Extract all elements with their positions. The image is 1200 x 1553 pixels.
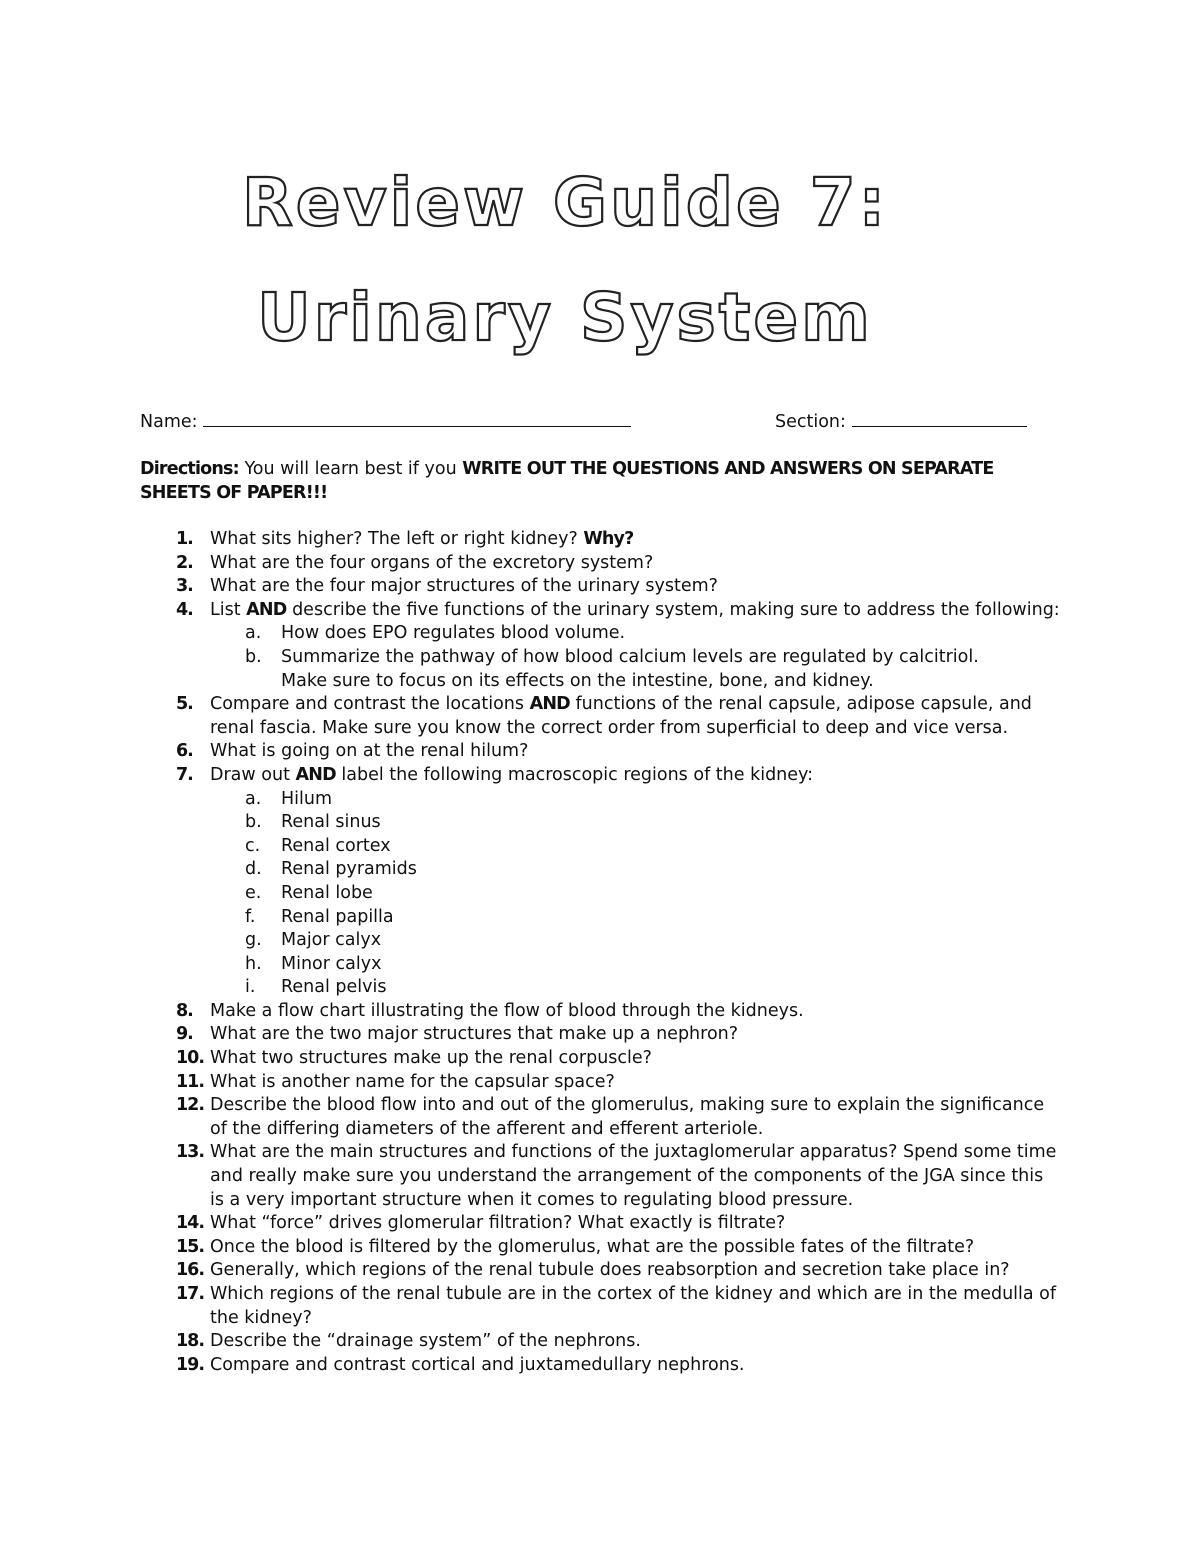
sub-question-letter: h. (245, 953, 262, 974)
sub-question-letter: g. (245, 930, 262, 951)
question-number: 19. (176, 1354, 205, 1375)
question-list (0, 528, 1100, 1377)
question-item (0, 1023, 1060, 1047)
sub-question-item (210, 811, 1021, 835)
sub-question-text: Summarize the pathway of how blood calcium levels are regulated by calcitriol. Make sure to focus on its effects on the intestine, bone, and kidney. (281, 646, 979, 691)
question-item (0, 1094, 1060, 1141)
sub-question-list (210, 788, 1060, 1000)
sub-question-letter: f. (245, 906, 256, 927)
question-text: Describe the blood flow into and out of the glomerulus, making sure to explain the significance of the differing diameters of the afferent and efferent arteriole. (210, 1095, 1045, 1139)
question-emphasis: AND (246, 599, 287, 620)
question-item (0, 1141, 1060, 1212)
question-number: 3. (176, 576, 193, 597)
question-text: What is another name for the capsular space? (210, 1071, 615, 1092)
question-number: 15. (176, 1236, 205, 1257)
sub-question-list (210, 622, 1060, 693)
sub-question-text: Renal cortex (281, 835, 391, 856)
question-item (0, 552, 1060, 576)
sub-question-letter: a. (245, 623, 262, 644)
question-item (0, 693, 1060, 740)
question-text: List (210, 599, 241, 620)
sub-question-letter: e. (245, 882, 262, 903)
section-blank-line[interactable] (852, 408, 1027, 427)
question-item (0, 764, 1060, 1000)
directions-text: You will learn best if you (244, 459, 457, 479)
sub-question-letter: i. (245, 977, 256, 998)
question-item (0, 575, 1060, 599)
question-number: 18. (176, 1331, 205, 1352)
sub-question-item (210, 788, 1021, 812)
sub-question-text: Renal pelvis (281, 977, 387, 998)
question-item (0, 528, 1060, 552)
question-text: Compare and contrast cortical and juxtamedullary nephrons. (210, 1354, 745, 1375)
page-title-line-1: Review Guide 7: (241, 164, 889, 241)
question-emphasis: AND (529, 694, 570, 715)
sub-question-letter: b. (245, 812, 262, 833)
question-number: 8. (176, 1000, 193, 1021)
name-label: Name: (140, 412, 198, 432)
question-text: Generally, which regions of the renal tubule does reabsorption and secretion take place in? (210, 1260, 1010, 1281)
question-text: What are the two major structures that make up a nephron? (210, 1024, 739, 1045)
section-label: Section: (775, 412, 846, 432)
question-number: 16. (176, 1260, 205, 1281)
question-item (0, 1259, 1060, 1283)
question-number: 5. (176, 694, 193, 715)
question-number: 17. (176, 1284, 205, 1304)
sub-question-item (210, 646, 1021, 693)
directions-label: Directions: (140, 459, 239, 479)
sub-question-item (210, 882, 1021, 906)
question-number: 2. (176, 552, 193, 573)
sub-question-item (210, 622, 1021, 646)
question-text: Make a flow chart illustrating the flow of blood through the kidneys. (210, 1000, 804, 1021)
directions-emphasis: WRITE OUT THE QUESTIONS AND ANSWERS ON SEPARATE SHEETS OF PAPER!!! (140, 459, 994, 503)
sub-question-text: Renal pyramids (281, 859, 417, 880)
question-text: Which regions of the renal tubule are in the cortex of the kidney and which are in the medulla of the kidney? (210, 1284, 1057, 1328)
sub-question-item (210, 953, 1021, 977)
question-item (0, 1212, 1060, 1236)
question-text: What are the four organs of the excretory system? (210, 552, 654, 573)
sub-question-item (210, 976, 1021, 1000)
name-blank-line[interactable] (203, 408, 631, 427)
question-text: What are the main structures and functions of the juxtaglomerular apparatus? Spend some time and really make sure you understand the arrangement of the components of the JGA since this is a very important structure when it comes to regulating blood pressure. (210, 1142, 1057, 1210)
question-item (0, 1283, 1060, 1330)
question-text-continued: label the following macroscopic regions of the kidney: (341, 764, 814, 785)
sub-question-text: Renal sinus (281, 812, 381, 833)
question-number: 14. (176, 1213, 205, 1234)
question-number: 4. (176, 599, 193, 620)
question-item (0, 740, 1060, 764)
question-text-continued: functions of the renal capsule, adipose capsule, and renal fascia. Make sure you know the correct order from superficial to deep and vice versa. (210, 694, 1032, 738)
directions (140, 457, 1065, 505)
section-field (775, 408, 1027, 435)
question-item (0, 1330, 1060, 1354)
question-text: What “force” drives glomerular filtration? What exactly is filtrate? (210, 1213, 786, 1234)
question-item (0, 1000, 1060, 1024)
sub-question-item (210, 929, 1021, 953)
sub-question-item (210, 906, 1021, 930)
question-text: Describe the “drainage system” of the nephrons. (210, 1331, 641, 1352)
sub-question-text: Renal lobe (281, 882, 373, 903)
question-number: 1. (176, 529, 193, 549)
question-number: 11. (176, 1071, 205, 1092)
page-title-line-2: Urinary System (257, 279, 873, 356)
question-text: What two structures make up the renal corpuscle? (210, 1048, 652, 1069)
question-text: What are the four major structures of the urinary system? (210, 576, 718, 597)
question-item (0, 1047, 1060, 1071)
question-emphasis: Why? (583, 529, 634, 549)
question-emphasis: AND (295, 764, 336, 785)
question-text: Compare and contrast the locations (210, 694, 525, 715)
sub-question-text: How does EPO regulates blood volume. (281, 623, 626, 644)
sub-question-letter: d. (245, 859, 262, 880)
question-text: Draw out (210, 764, 290, 785)
sub-question-letter: c. (245, 835, 261, 856)
question-number: 13. (176, 1142, 205, 1163)
sub-question-text: Minor calyx (281, 953, 382, 974)
sub-question-text: Hilum (281, 788, 333, 809)
sub-question-item (210, 835, 1021, 859)
question-number: 9. (176, 1024, 193, 1045)
name-field (140, 408, 631, 435)
question-number: 10. (176, 1048, 205, 1069)
question-text: What sits higher? The left or right kidney? (210, 529, 578, 549)
question-text-continued: describe the five functions of the urinary system, making sure to address the following: (292, 599, 1060, 620)
question-text: What is going on at the renal hilum? (210, 741, 529, 762)
question-item (0, 1071, 1060, 1095)
question-number: 12. (176, 1095, 205, 1116)
sub-question-text: Renal papilla (281, 906, 394, 927)
sub-question-item (210, 858, 1021, 882)
sub-question-letter: b. (245, 646, 262, 667)
question-item (0, 1354, 1060, 1378)
sub-question-text: Major calyx (281, 930, 382, 951)
question-text: Once the blood is filtered by the glomerulus, what are the possible fates of the filtrate? (210, 1236, 975, 1257)
question-number: 7. (176, 764, 193, 785)
question-item (0, 1236, 1060, 1260)
question-item (0, 599, 1060, 693)
sub-question-letter: a. (245, 788, 262, 809)
question-number: 6. (176, 741, 193, 762)
